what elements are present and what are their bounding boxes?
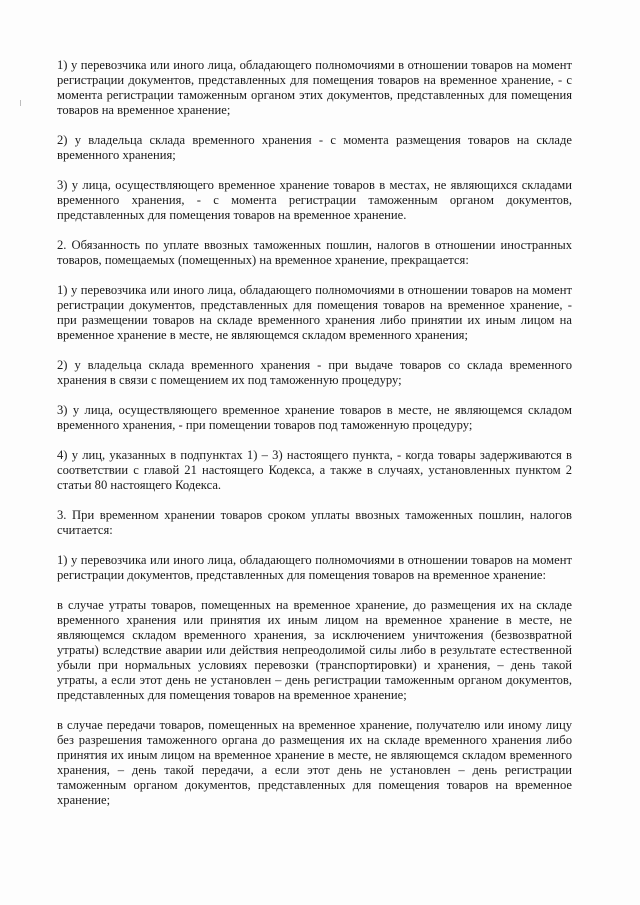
paragraph-1-1: 1) у перевозчика или иного лица, обладающего полномочиями в отношении товаров на момент регистрации документов, представленных для помещения товаров на временное хранение, - с момента регистрации таможенным органом этих документов, представленных для помещения товаров на временное хранение; (57, 58, 572, 117)
paragraph-2-2: 2) у владельца склада временного хранения - при выдаче товаров со склада временного хранения в связи с помещением их под таможенную процедуру; (57, 358, 572, 387)
paragraph-3-1-loss: в случае утраты товаров, помещенных на временное хранение, до размещения их на складе временного хранения или принятия их иным лицом на временное хранение в месте, не являющемся складом временного хранения, за исключением уничтожения (безвозвратной утраты) вследствие аварии или действия непреодолимой силы либо в результате естественной убыли при нормальных условиях перевозки (транспортировки) и хранения, – день такой утраты, а если этот день не установлен – день регистрации таможенным органом документов, представленных для помещения товаров на временное хранение; (57, 598, 572, 702)
paragraph-3-1-transfer: в случае передачи товаров, помещенных на временное хранение, получателю или иному лицу без разрешения таможенного органа до размещения их на складе временного хранения либо принятия их иным лицом на временное хранение в месте, не являющемся складом временного хранения, – день такой передачи, а если этот день не установлен – день регистрации таможенным органом документов, представленных для помещения товаров на временное хранение; (57, 718, 572, 807)
paragraph-3-1: 1) у перевозчика или иного лица, обладающего полномочиями в отношении товаров на момент регистрации документов, представленных для помещения товаров на временное хранение: (57, 553, 572, 582)
paragraph-2-3: 3) у лица, осуществляющего временное хранение товаров в месте, не являющемся складом временного хранения, - при помещении товаров под таможенную процедуру; (57, 403, 572, 432)
scan-artifact (20, 100, 21, 106)
paragraph-section-2: 2. Обязанность по уплате ввозных таможенных пошлин, налогов в отношении иностранных товаров, помещаемых (помещенных) на временное хранение, прекращается: (57, 238, 572, 267)
document-body (57, 58, 572, 823)
paragraph-1-2: 2) у владельца склада временного хранения - с момента размещения товаров на складе временного хранения; (57, 133, 572, 162)
paragraph-1-3: 3) у лица, осуществляющего временное хранение товаров в местах, не являющихся складами временного хранения, - с момента регистрации таможенным органом документов, представленных для помещения товаров на временное хранение. (57, 178, 572, 222)
paragraph-2-4: 4) у лиц, указанных в подпунктах 1) – 3) настоящего пункта, - когда товары задерживаются в соответствии с главой 21 настоящего Кодекса, а также в случаях, установленных пунктом 2 статьи 80 настоящего Кодекса. (57, 448, 572, 492)
paragraph-2-1: 1) у перевозчика или иного лица, обладающего полномочиями в отношении товаров на момент регистрации документов, представленных для помещения товаров на временное хранение, - при размещении товаров на складе временного хранения либо принятии их иным лицом на временное хранение в месте, не являющемся складом временного хранения; (57, 283, 572, 342)
paragraph-section-3: 3. При временном хранении товаров сроком уплаты ввозных таможенных пошлин, налогов считается: (57, 508, 572, 537)
